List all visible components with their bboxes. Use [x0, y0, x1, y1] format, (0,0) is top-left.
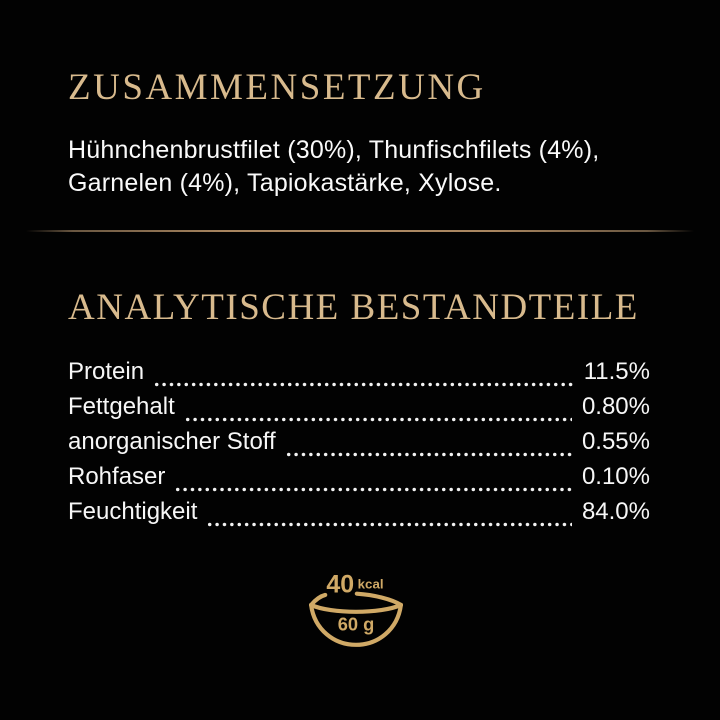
analysis-row — [68, 428, 650, 463]
portion-weight: 60 g — [337, 613, 375, 635]
dot-leader — [285, 452, 572, 457]
nutrient-value: 0.10% — [581, 463, 650, 490]
analysis-table — [68, 358, 650, 533]
analysis-title: ANALYTISCHE BESTANDTEILE — [68, 287, 639, 328]
dot-leader — [153, 382, 574, 387]
composition-ingredients-text: Hühnchenbrustfilet (30%), Thunfischfilets (4%), Garnelen (4%), Tapiokastärke, Xylose. — [68, 136, 600, 197]
section-divider — [26, 230, 694, 232]
nutrient-label: Rohfaser — [68, 463, 166, 490]
analysis-row — [68, 463, 650, 498]
dot-leader — [206, 522, 572, 527]
analysis-row — [68, 358, 650, 393]
dot-leader — [174, 487, 572, 492]
bowl-icon — [306, 570, 406, 649]
nutrient-label: Fettgehalt — [68, 393, 175, 420]
nutrient-label: Protein — [68, 358, 145, 385]
kcal-value: 40 — [326, 570, 355, 599]
nutrient-value: 0.80% — [581, 393, 650, 420]
composition-title: ZUSAMMENSETZUNG — [68, 67, 486, 108]
calorie-portion-indicator — [306, 570, 406, 650]
nutrient-label: anorganischer Stoff — [68, 428, 276, 455]
nutrient-value: 11.5% — [583, 358, 650, 385]
nutrient-value: 0.55% — [581, 428, 650, 455]
dot-leader — [184, 417, 572, 422]
nutrient-value: 84.0% — [581, 498, 650, 525]
analysis-row — [68, 498, 650, 533]
analysis-row — [68, 393, 650, 428]
kcal-unit: kcal — [357, 576, 384, 592]
nutrient-label: Feuchtigkeit — [68, 498, 198, 525]
